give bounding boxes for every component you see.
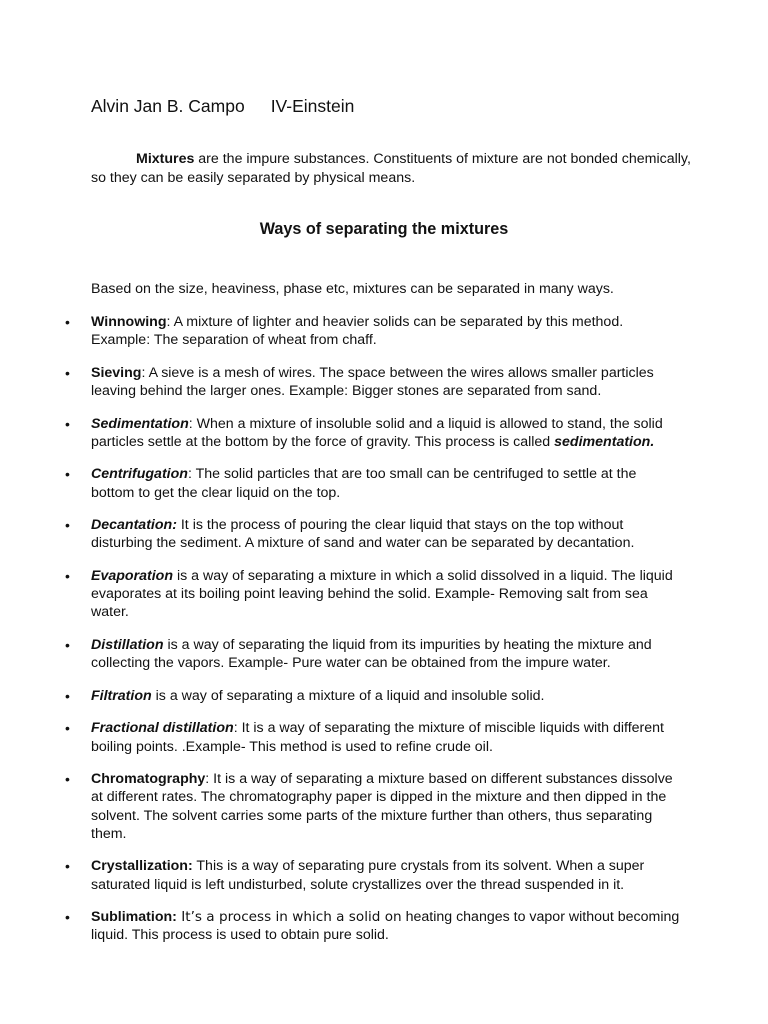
- method-description: : A mixture of lighter and heavier solids can be separated by this method. Example: The separation of wheat from chaff.: [91, 314, 624, 349]
- separation-methods-list: [0, 313, 768, 959]
- list-item: [0, 908, 681, 944]
- list-item: [0, 313, 681, 349]
- method-description: This is a way of separating pure crystals from its solvent. When a super saturated liquid is left undisturbed, solute crystallizes over the thread suspended in it.: [91, 858, 645, 893]
- intro-paragraph: [91, 150, 691, 187]
- method-description: heating changes to vapor without becoming liquid. This process is used to obtain pure solid.: [91, 909, 680, 944]
- list-item: [0, 567, 681, 622]
- bullet-icon: •: [65, 636, 70, 653]
- method-term: Fractional distillation: [91, 720, 234, 737]
- method-term: Chromatography: [91, 771, 206, 788]
- method-term: Evaporation: [91, 567, 173, 584]
- list-item: [0, 364, 681, 400]
- author-name: Alvin Jan B. Campo: [91, 96, 245, 116]
- bullet-icon: •: [65, 858, 70, 875]
- bullet-icon: •: [65, 771, 70, 788]
- list-item: [0, 857, 681, 893]
- bullet-icon: •: [65, 314, 70, 330]
- bullet-icon: •: [65, 720, 70, 737]
- method-term: Sublimation:: [91, 909, 177, 926]
- list-item: [0, 415, 681, 451]
- method-description: It is the process of pouring the clear liquid that stays on the top without disturbing the sediment. A mixture of sand and water can be separated by decantation.: [91, 517, 635, 552]
- list-item: [0, 636, 681, 672]
- method-description: is a way of separating a mixture of a liquid and insoluble solid.: [151, 687, 545, 704]
- method-description: : A sieve is a mesh of wires. The space between the wires allows smaller particles leaving behind the larger ones. Example: Bigger stones are separated from sand.: [91, 364, 654, 399]
- bullet-icon: •: [65, 909, 70, 926]
- method-term: Distillation: [91, 636, 164, 653]
- section-heading: Ways of separating the mixtures: [259, 220, 509, 238]
- intro-term: Mixtures: [136, 151, 195, 167]
- method-term: Crystallization:: [91, 858, 193, 875]
- method-term: Decantation:: [91, 517, 177, 534]
- method-term-emphasis: sedimentation.: [554, 433, 655, 450]
- bullet-icon: •: [65, 687, 70, 704]
- document-header: [91, 96, 354, 117]
- bullet-icon: •: [65, 364, 70, 381]
- method-description: is a way of separating a mixture in which a solid dissolved in a liquid. The liquid evaporates at its boiling point leaving behind the solid. Example- Removing salt from sea water.: [91, 567, 673, 621]
- list-item: [0, 770, 681, 843]
- list-item: [0, 687, 681, 705]
- method-description: : It is a way of separating the mixture of miscible liquids with different boiling points. .Example- This method is used to refine crude oil.: [91, 720, 664, 755]
- method-description: : It is a way of separating a mixture based on different substances dissolve at different rates. The chromatography paper is dipped in the mixture and then dipped in the solvent. The solvent carries some parts of the mixture further than others, thus separating them.: [91, 771, 673, 842]
- method-description: : When a mixture of insoluble solid and a liquid is allowed to stand, the solid particles settle at the bottom by the force of gravity. This process is called: [91, 415, 663, 450]
- method-description: is a way of separating the liquid from its impurities by heating the mixture and collecting the vapors. Example- Pure water can be obtained from the impure water.: [91, 636, 652, 672]
- bullet-icon: •: [65, 415, 70, 432]
- list-item: [0, 465, 681, 501]
- method-description-alt-font: It’s a process in which a solid on: [176, 909, 402, 926]
- lead-paragraph: Based on the size, heaviness, phase etc, mixtures can be separated in many ways.: [91, 281, 614, 297]
- intro-text: are the impure substances. Constituents of mixture are not bonded chemically, so they can be easily separated by physical means.: [91, 151, 691, 186]
- list-item: [0, 719, 681, 755]
- method-term: Winnowing: [91, 314, 167, 330]
- class-section: IV-Einstein: [270, 96, 355, 116]
- method-term: Filtration: [91, 687, 152, 704]
- method-term: Centrifugation: [91, 466, 188, 483]
- bullet-icon: •: [65, 517, 70, 534]
- method-description: : The solid particles that are too small can be centrifuged to settle at the bottom to get the clear liquid on the top.: [91, 466, 637, 501]
- bullet-icon: •: [65, 466, 70, 483]
- method-term: Sieving: [91, 364, 142, 381]
- list-item: [0, 516, 681, 552]
- bullet-icon: •: [65, 567, 70, 584]
- method-term: Sedimentation: [91, 415, 189, 432]
